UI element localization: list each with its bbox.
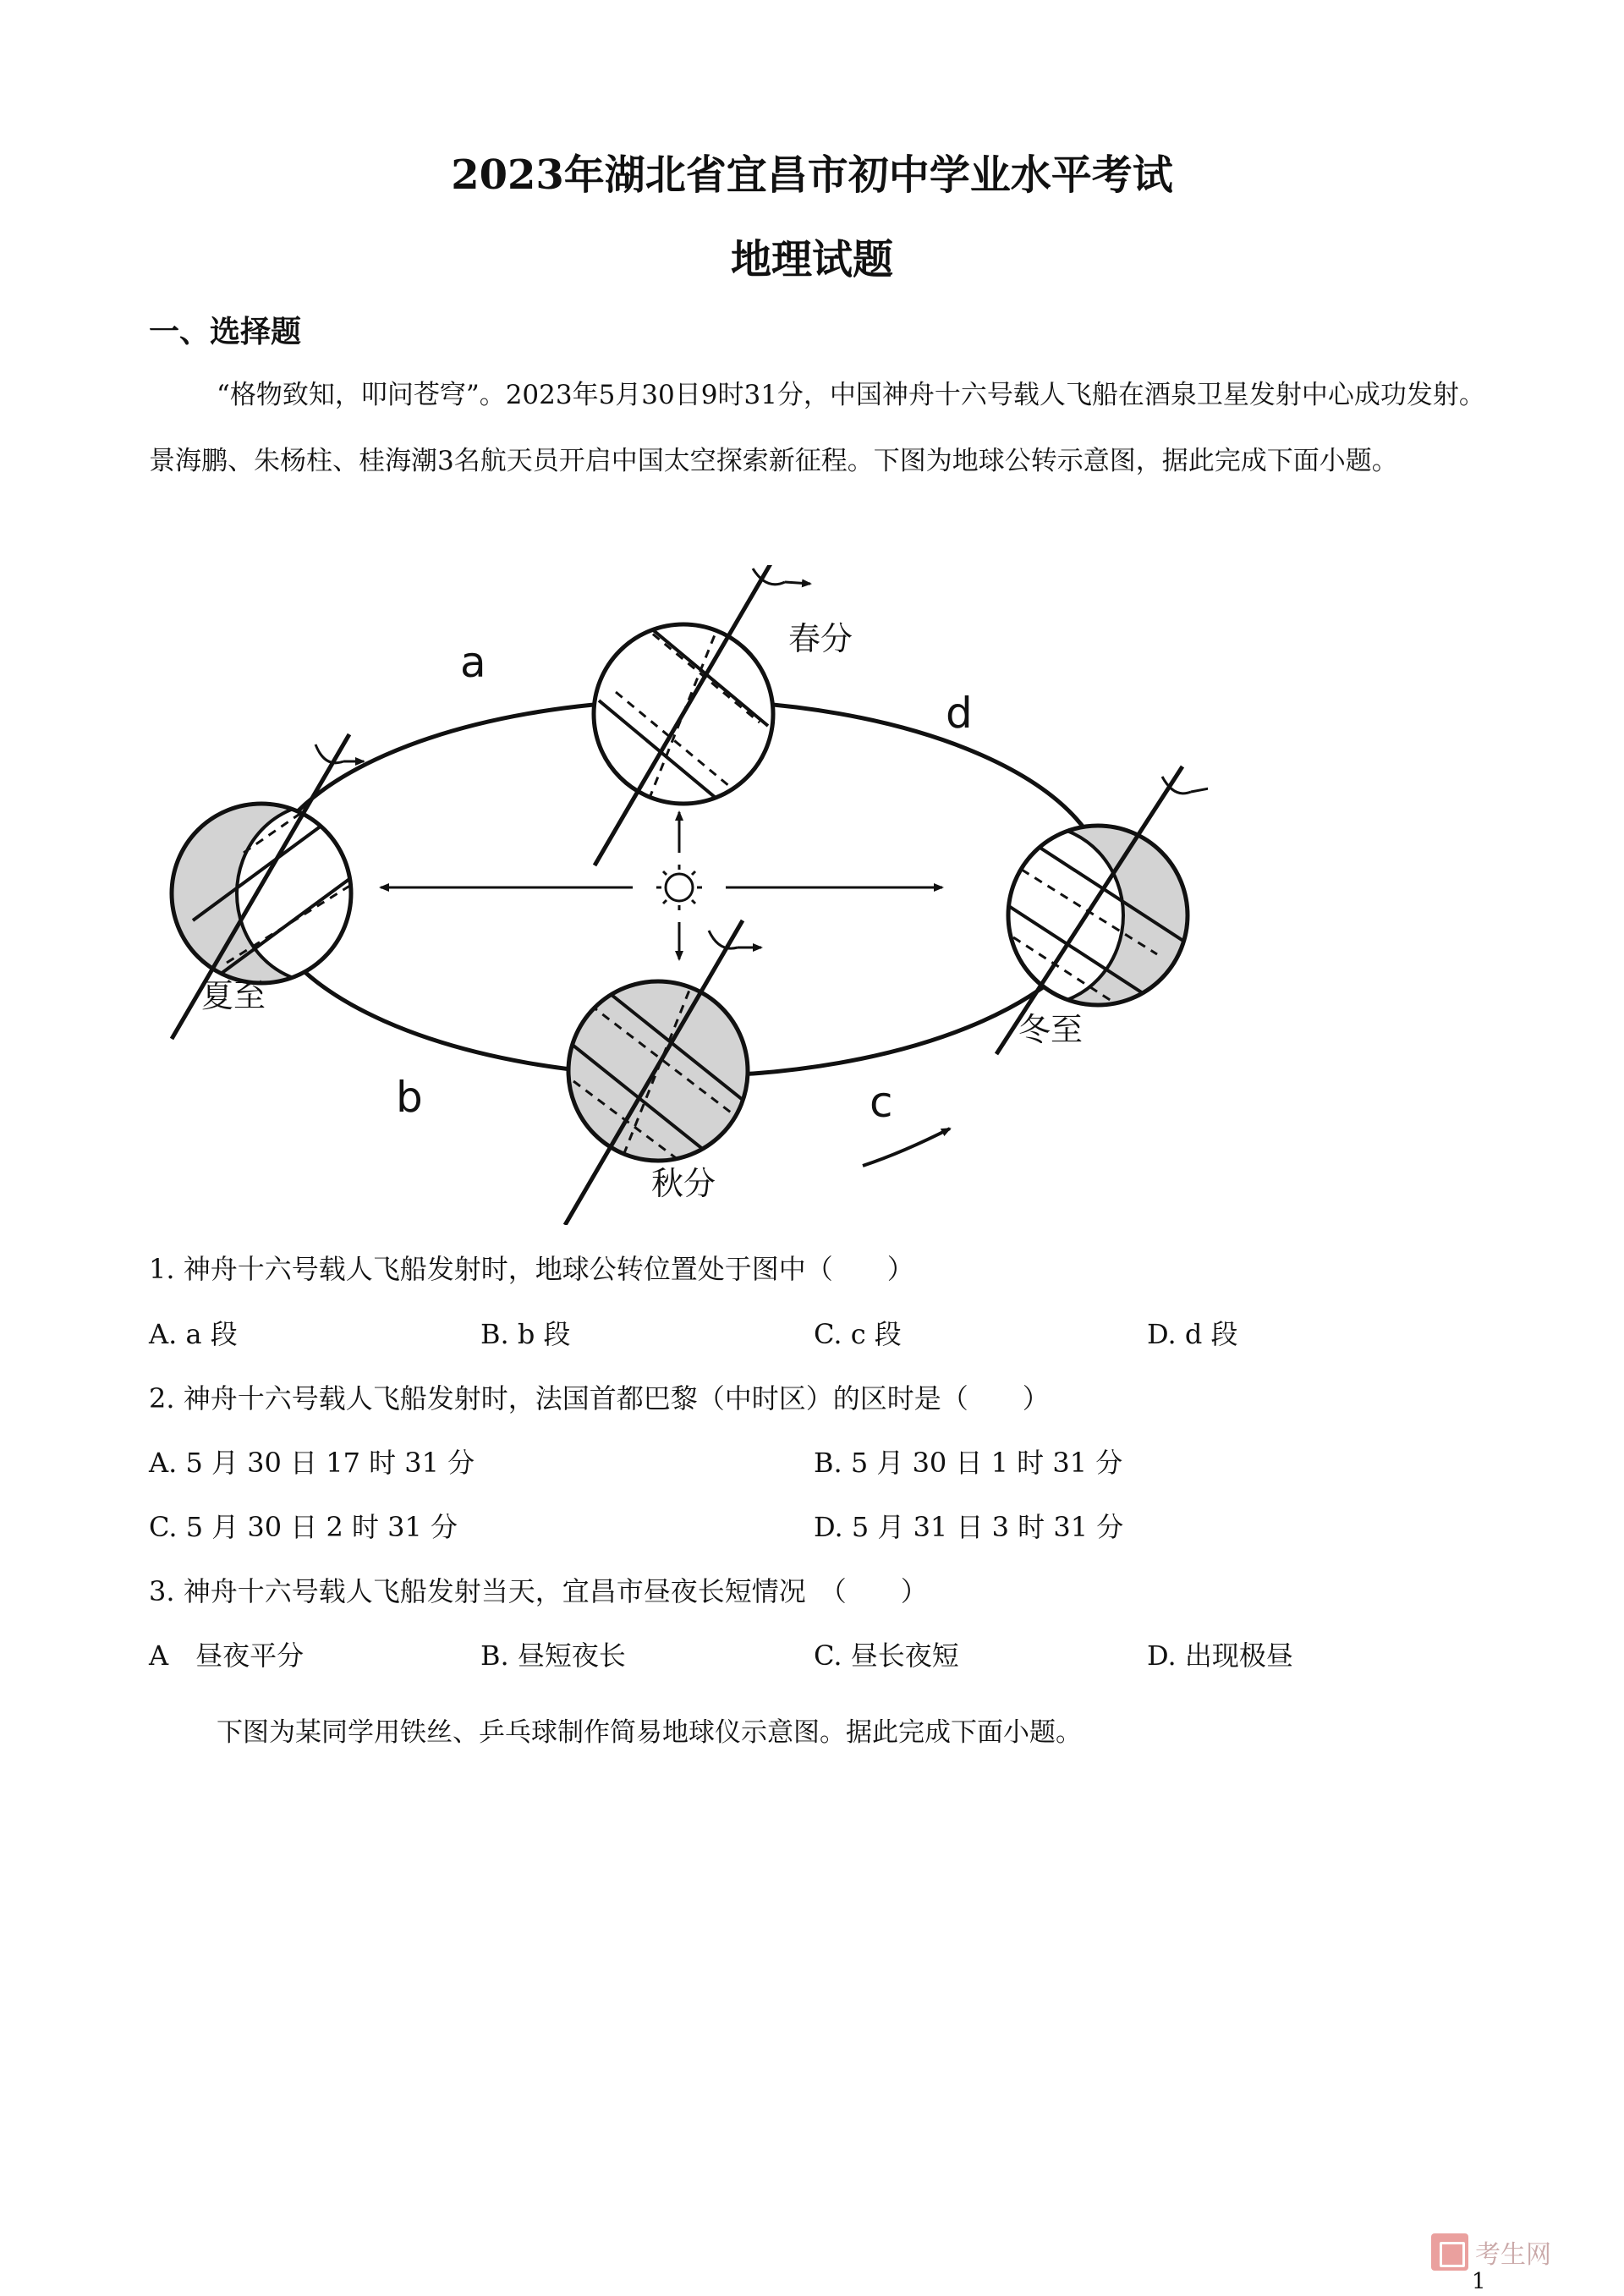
question-1: 1. 神舟十六号载人飞船发射时，地球公转位置处于图中（ ） xyxy=(149,1253,914,1285)
q2-option-a: A. 5 月 30 日 17 时 31 分 xyxy=(149,1447,475,1479)
q2-option-d: D. 5 月 31 日 3 时 31 分 xyxy=(814,1511,1124,1543)
watermark xyxy=(1431,2233,1551,2271)
subject-title: 地理试题 xyxy=(730,236,893,283)
question-3: 3. 神舟十六号载人飞船发射当天，宜昌市昼夜长短情况 （ ） xyxy=(149,1575,928,1607)
q1-option-c: C. c 段 xyxy=(814,1318,902,1350)
q1-option-d: D. d 段 xyxy=(1147,1318,1238,1350)
q1-option-b: B. b 段 xyxy=(480,1318,571,1350)
label-winter: 冬至 xyxy=(1018,1011,1084,1048)
label-segment-d: d xyxy=(946,689,973,738)
earth-revolution-diagram xyxy=(142,565,1208,1225)
q3-option-a: A 昼夜平分 xyxy=(149,1640,304,1672)
intro-paragraph: “格物致知，叩问苍穹”。2023年5月30日9时31分，中国神舟十六号载人飞船在酒泉卫星发射中心成功发射。景海鹏、朱杨柱、桂海潮3名航天员开启中国太空探索新征程。下图为地球公转示意图，据此完成下面小题。 xyxy=(149,380,1485,476)
q2-option-b: B. 5 月 30 日 1 时 31 分 xyxy=(814,1447,1123,1479)
exam-title: 2023年湖北省宜昌市初中学业水平考试 xyxy=(451,151,1173,199)
label-segment-b: b xyxy=(396,1073,423,1122)
q3-option-c: C. 昼长夜短 xyxy=(814,1640,959,1672)
revolution-direction-arrow xyxy=(863,1129,950,1166)
page-number: 1 xyxy=(1472,2269,1486,2294)
label-spring: 春分 xyxy=(788,620,853,657)
q3-option-d: D. 出现极昼 xyxy=(1147,1640,1293,1672)
label-autumn: 秋分 xyxy=(651,1165,716,1202)
q2-option-c: C. 5 月 30 日 2 时 31 分 xyxy=(149,1511,458,1543)
section-heading: 一、选择题 xyxy=(149,314,302,349)
question-2: 2. 神舟十六号载人飞船发射时，法国首都巴黎（中时区）的区时是（ ） xyxy=(149,1382,1050,1414)
sun-icon xyxy=(656,865,702,910)
watermark-logo-icon xyxy=(1431,2233,1468,2271)
q1-option-a: A. a 段 xyxy=(149,1318,238,1350)
q3-option-b: B. 昼短夜长 xyxy=(480,1640,626,1672)
earth-spring xyxy=(594,565,810,865)
label-segment-c: c xyxy=(870,1078,893,1127)
label-summer: 夏至 xyxy=(201,977,266,1014)
label-segment-a: a xyxy=(460,638,486,687)
intro-paragraph-2: 下图为某同学用铁丝、乒乓球制作简易地球仪示意图。据此完成下面小题。 xyxy=(217,1717,1082,1748)
watermark-text: 考生网 xyxy=(1475,2240,1551,2270)
